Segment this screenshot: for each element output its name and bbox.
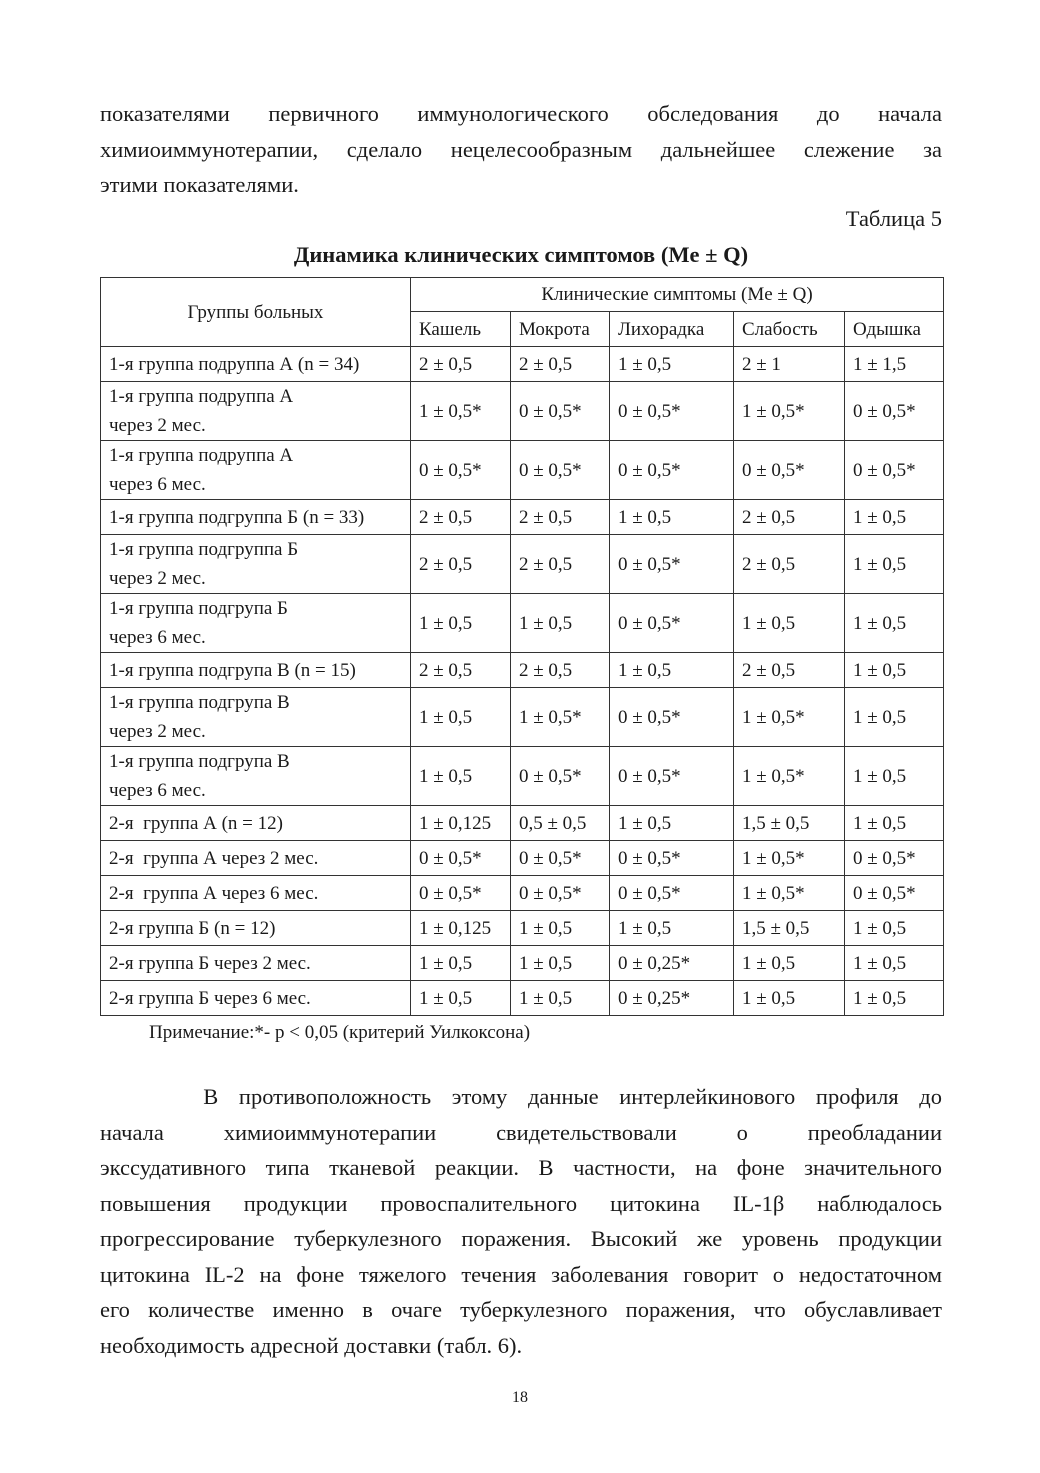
value-cell: 0 ± 0,5* [610,876,734,911]
table-row [101,535,944,594]
value-cell: 2 ± 0,5 [411,535,511,594]
value-cell: 1 ± 0,5 [610,347,734,382]
body-line: экссудативного типа тканевой реакции. В частности, на фоне значительного [100,1155,942,1180]
value-cell: 1 ± 0,5* [734,747,845,806]
group-label: через 6 мес. [109,780,206,801]
value-cell: 0 ± 0,5* [511,382,610,441]
value-cell: 0 ± 0,5* [845,876,944,911]
value-cell: 0 ± 0,5* [845,382,944,441]
table-row [101,594,944,653]
group-cell [101,981,411,1016]
value-cell: 0 ± 0,5* [610,841,734,876]
table-row [101,500,944,535]
group-cell [101,747,411,806]
group-label: через 2 мес. [109,721,206,742]
value-cell: 1 ± 0,5 [411,981,511,1016]
value-cell: 1 ± 0,5* [734,876,845,911]
value-cell: 1 ± 0,5 [734,594,845,653]
value-cell: 0 ± 0,5* [511,841,610,876]
group-label: 2-я группа А через 2 мес. [109,847,319,869]
value-cell: 1 ± 0,5 [845,500,944,535]
value-cell: 2 ± 0,5 [734,653,845,688]
table-row [101,981,944,1016]
value-cell: 1 ± 0,5 [610,911,734,946]
column-header: Мокрота [511,312,610,347]
value-cell: 1 ± 0,5 [734,981,845,1016]
value-cell: 0 ± 0,5* [845,841,944,876]
group-label: 2-я группа Б через 2 мес. [109,952,311,974]
value-cell: 1 ± 0,5 [845,688,944,747]
group-cell [101,441,411,500]
value-cell: 0 ± 0,5* [845,441,944,500]
group-label: через 2 мес. [109,568,206,589]
value-cell: 1 ± 0,5 [511,594,610,653]
group-label: 2-я группа А (n = 12) [109,812,283,834]
table-title: Динамика клинических симптомов (Me ± Q) [293,242,749,267]
table-row [101,946,944,981]
value-cell: 1 ± 0,125 [411,806,511,841]
value-cell: 0 ± 0,25* [610,946,734,981]
value-cell: 2 ± 0,5 [734,535,845,594]
group-label: 1-я группа подгрупа В [109,751,290,772]
group-column-header: Группы больных [101,278,411,347]
group-label: 1-я группа подгруппа Б [109,539,299,560]
value-cell: 2 ± 0,5 [411,500,511,535]
value-cell: 0 ± 0,5* [734,441,845,500]
column-header: Одышка [845,312,944,347]
value-cell: 1 ± 0,5 [411,747,511,806]
value-cell: 1 ± 0,5 [845,535,944,594]
value-cell: 1,5 ± 0,5 [734,806,845,841]
group-label: 1-я группа подгрупа В [109,692,290,713]
value-cell: 2 ± 0,5 [511,347,610,382]
group-cell [101,347,411,382]
table-row [101,911,944,946]
value-cell: 1 ± 0,5 [845,594,944,653]
group-cell [101,382,411,441]
value-cell: 0,5 ± 0,5 [511,806,610,841]
value-cell: 0 ± 0,5* [411,841,511,876]
value-cell: 1 ± 0,5 [511,981,610,1016]
group-cell [101,594,411,653]
group-label: 1-я группа подруппа А (n = 34) [109,353,360,375]
group-label: 1-я группа подгрупа В (n = 15) [109,659,356,681]
value-cell: 1 ± 0,5 [411,946,511,981]
value-cell: 0 ± 0,5* [610,535,734,594]
value-cell: 0 ± 0,5* [511,441,610,500]
value-cell: 1 ± 1,5 [845,347,944,382]
group-label: через 6 мес. [109,627,206,648]
value-cell: 1 ± 0,5 [734,946,845,981]
value-cell: 1 ± 0,5* [734,688,845,747]
group-cell [101,653,411,688]
value-cell: 1,5 ± 0,5 [734,911,845,946]
group-label: 2-я группа Б через 6 мес. [109,987,311,1009]
table-number: Таблица 5 [845,206,942,231]
value-cell: 0 ± 0,5* [610,441,734,500]
value-cell: 1 ± 0,5 [845,806,944,841]
value-cell: 0 ± 0,5* [610,594,734,653]
value-cell: 1 ± 0,5 [411,688,511,747]
table-row [101,382,944,441]
table-body [101,347,944,1016]
column-header: Слабость [734,312,845,347]
value-cell: 1 ± 0,5* [734,382,845,441]
value-cell: 1 ± 0,5* [411,382,511,441]
table-note: Примечание:*- p < 0,05 (критерий Уилкоксона) [149,1022,531,1043]
value-cell: 0 ± 0,5* [511,747,610,806]
group-label: 1-я группа подгрупа Б [109,598,288,619]
value-cell: 1 ± 0,5 [511,946,610,981]
group-cell [101,911,411,946]
value-cell: 1 ± 0,125 [411,911,511,946]
group-label: 1-я группа подгруппа Б (n = 33) [109,506,365,528]
table-row [101,441,944,500]
value-cell: 1 ± 0,5 [610,806,734,841]
value-cell: 2 ± 0,5 [411,347,511,382]
value-cell: 0 ± 0,5* [411,876,511,911]
group-cell [101,688,411,747]
table-row [101,747,944,806]
group-label: 2-я группа А через 6 мес. [109,882,319,904]
value-cell: 2 ± 0,5 [511,535,610,594]
symptoms-table [100,277,944,1016]
value-cell: 1 ± 0,5 [845,981,944,1016]
value-cell: 1 ± 0,5 [845,653,944,688]
intro-line: этими показателями. [100,172,299,197]
table-row [101,653,944,688]
body-line: прогрессирование туберкулезного поражения. Высокий же уровень продукции [100,1226,942,1251]
value-cell: 1 ± 0,5 [845,747,944,806]
value-cell: 0 ± 0,5* [511,876,610,911]
value-cell: 2 ± 1 [734,347,845,382]
body-paragraph [100,1079,942,1363]
group-cell [101,946,411,981]
group-label: 2-я группа Б (n = 12) [109,917,276,939]
value-cell: 0 ± 0,5* [610,747,734,806]
value-cell: 2 ± 0,5 [734,500,845,535]
value-cell: 1 ± 0,5 [411,594,511,653]
value-cell: 1 ± 0,5 [845,911,944,946]
table-row [101,841,944,876]
body-line: начала химиоиммунотерапии свидетельствовали о преобладании [100,1119,942,1145]
value-cell: 2 ± 0,5 [511,500,610,535]
intro-paragraph [100,96,942,203]
table-row [101,347,944,382]
group-label: 1-я группа подруппа А [109,386,294,407]
column-header: Лихорадка [610,312,734,347]
group-cell [101,876,411,911]
value-cell: 0 ± 0,5* [610,688,734,747]
body-line: повышения продукции провоспалительного цитокина IL-1β наблюдалось [100,1190,942,1216]
group-cell [101,806,411,841]
symptoms-column-header: Клинические симптомы (Me ± Q) [411,278,944,312]
body-line: цитокина IL-2 на фоне тяжелого течения заболевания говорит о недостаточном [100,1261,942,1287]
group-cell [101,841,411,876]
group-label: через 6 мес. [109,474,206,495]
value-cell: 1 ± 0,5 [511,911,610,946]
value-cell: 1 ± 0,5* [734,841,845,876]
body-line: необходимость адресной доставки (табл. 6). [100,1332,523,1358]
value-cell: 2 ± 0,5 [511,653,610,688]
value-cell: 1 ± 0,5 [610,500,734,535]
value-cell: 1 ± 0,5* [511,688,610,747]
body-line: его количестве именно в очаге туберкулезного поражения, что обуславливает [100,1297,942,1322]
value-cell: 1 ± 0,5 [610,653,734,688]
column-header: Кашель [411,312,511,347]
value-cell: 1 ± 0,5 [845,946,944,981]
group-label: 1-я группа подруппа А [109,445,294,466]
intro-line: показателями первичного иммунологического обследования до начала [100,101,942,126]
group-cell [101,535,411,594]
table-row [101,688,944,747]
value-cell: 2 ± 0,5 [411,653,511,688]
body-line: В противоположность этому данные интерлейкинового профиля до [100,1084,942,1109]
intro-line: химиоиммунотерапии, сделало нецелесообразным дальнейшее слежение за [100,136,942,162]
table-row [101,876,944,911]
value-cell: 0 ± 0,5* [610,382,734,441]
group-cell [101,500,411,535]
page-number: 18 [512,1389,528,1406]
value-cell: 0 ± 0,25* [610,981,734,1016]
value-cell: 0 ± 0,5* [411,441,511,500]
table-row [101,806,944,841]
group-label: через 2 мес. [109,415,206,436]
